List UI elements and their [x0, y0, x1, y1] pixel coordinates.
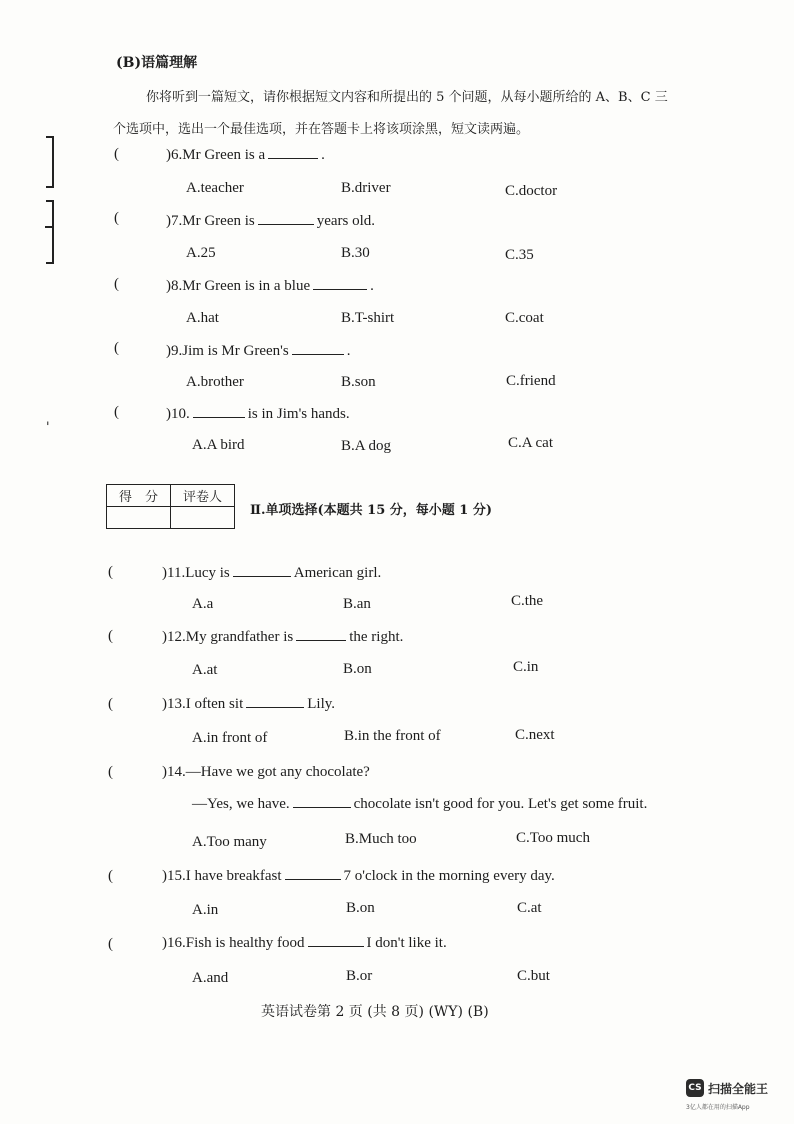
- option-a[interactable]: A.Too many: [192, 834, 267, 850]
- margin-tick: [45, 226, 53, 228]
- option-c[interactable]: C.next: [515, 727, 555, 743]
- answer-blank: [293, 806, 351, 808]
- option-b[interactable]: B.on: [346, 900, 375, 916]
- option-a[interactable]: A.and: [192, 970, 229, 986]
- section-2-title: Ⅱ.单项选择(本题共 15 分，每小题 1 分): [250, 503, 493, 518]
- option-b[interactable]: B.son: [341, 374, 376, 390]
- question-stem: )10. is in Jim's hands.: [166, 406, 350, 422]
- answer-blank: [308, 945, 364, 947]
- option-a[interactable]: A.brother: [186, 374, 244, 390]
- question-stem: )13.I often sit Lily.: [162, 696, 336, 712]
- answer-paren[interactable]: (: [114, 340, 119, 356]
- answer-paren[interactable]: (: [114, 146, 119, 162]
- option-c[interactable]: C.in: [513, 659, 539, 675]
- option-c[interactable]: C.doctor: [505, 183, 558, 199]
- margin-bracket: [46, 136, 54, 188]
- grader-label: 评卷人: [171, 485, 235, 507]
- option-b[interactable]: B.A dog: [341, 438, 392, 454]
- option-b[interactable]: B.Much too: [345, 831, 417, 847]
- answer-blank: [268, 157, 318, 159]
- score-label: 得 分: [107, 485, 171, 507]
- option-a[interactable]: A.hat: [186, 310, 219, 326]
- option-b[interactable]: B.T-shirt: [341, 310, 395, 326]
- option-b[interactable]: B.in the front of: [344, 728, 441, 744]
- answer-paren[interactable]: (: [114, 404, 119, 420]
- grader-cell[interactable]: [171, 507, 235, 529]
- option-c[interactable]: C.at: [517, 900, 542, 916]
- option-c[interactable]: C.coat: [505, 310, 544, 326]
- question-stem: )15.I have breakfast 7 o'clock in the morning every day.: [162, 868, 555, 884]
- option-c[interactable]: C.friend: [506, 373, 556, 389]
- option-b[interactable]: B.driver: [341, 180, 391, 196]
- question-stem-line2: —Yes, we have. chocolate isn't good for you. Let's get some fruit.: [192, 796, 648, 812]
- answer-paren[interactable]: (: [114, 210, 119, 226]
- score-box: [106, 484, 235, 529]
- answer-blank: [246, 706, 304, 708]
- option-a[interactable]: A.a: [192, 596, 214, 612]
- score-cell[interactable]: [107, 507, 171, 529]
- section-b-instructions-line1: 你将听到一篇短文，请你根据短文内容和所提出的 5 个问题，从每小题所给的 A、B、C 三: [146, 90, 668, 105]
- option-a[interactable]: A.25: [186, 245, 216, 261]
- question-stem: )11.Lucy is American girl.: [162, 565, 382, 581]
- option-c[interactable]: C.but: [517, 968, 550, 984]
- answer-blank: [193, 416, 245, 418]
- question-stem: )7.Mr Green is years old.: [166, 213, 376, 229]
- answer-blank: [233, 575, 291, 577]
- option-b[interactable]: B.or: [346, 968, 373, 984]
- option-c[interactable]: C.35: [505, 247, 534, 263]
- question-stem: )12.My grandfather is the right.: [162, 629, 404, 645]
- option-a[interactable]: A.A bird: [192, 437, 245, 453]
- answer-blank: [313, 288, 367, 290]
- page-footer: 英语试卷第 2 页 (共 8 页) (WY) (B): [261, 1004, 489, 1020]
- option-b[interactable]: B.an: [343, 596, 371, 612]
- scanner-brand: 扫描全能王: [708, 1082, 769, 1096]
- answer-paren[interactable]: (: [108, 564, 113, 580]
- section-b-title: (B)语篇理解: [116, 55, 198, 71]
- question-stem: )14.—Have we got any chocolate?: [162, 764, 370, 780]
- option-a[interactable]: A.at: [192, 662, 218, 678]
- scanner-tagline: 3亿人都在用的扫描App: [686, 1104, 750, 1111]
- option-b[interactable]: B.on: [343, 661, 372, 677]
- option-a[interactable]: A.in: [192, 902, 219, 918]
- option-b[interactable]: B.30: [341, 245, 370, 261]
- answer-blank: [258, 223, 314, 225]
- option-a[interactable]: A.in front of: [192, 730, 268, 746]
- answer-blank: [285, 878, 341, 880]
- answer-paren[interactable]: (: [108, 936, 113, 952]
- answer-paren[interactable]: (: [108, 628, 113, 644]
- question-stem: )16.Fish is healthy food I don't like it.: [162, 935, 447, 951]
- margin-bracket: [46, 200, 54, 264]
- answer-paren[interactable]: (: [114, 276, 119, 292]
- question-stem: )6.Mr Green is a .: [166, 147, 325, 163]
- section-b-instructions-line2: 个选项中，选出一个最佳选项，并在答题卡上将该项涂黑，短文读两遍。: [113, 122, 530, 137]
- option-a[interactable]: A.teacher: [186, 180, 244, 196]
- scanner-logo-icon: CS: [686, 1079, 704, 1097]
- answer-blank: [292, 353, 344, 355]
- question-stem: )8.Mr Green is in a blue .: [166, 278, 374, 294]
- answer-paren[interactable]: (: [108, 764, 113, 780]
- option-c[interactable]: C.Too much: [516, 830, 590, 846]
- answer-paren[interactable]: (: [108, 868, 113, 884]
- answer-blank: [296, 639, 346, 641]
- answer-paren[interactable]: (: [108, 696, 113, 712]
- margin-dot: ': [46, 420, 50, 435]
- option-c[interactable]: C.A cat: [508, 435, 553, 451]
- option-c[interactable]: C.the: [511, 593, 544, 609]
- question-stem: )9.Jim is Mr Green's .: [166, 343, 351, 359]
